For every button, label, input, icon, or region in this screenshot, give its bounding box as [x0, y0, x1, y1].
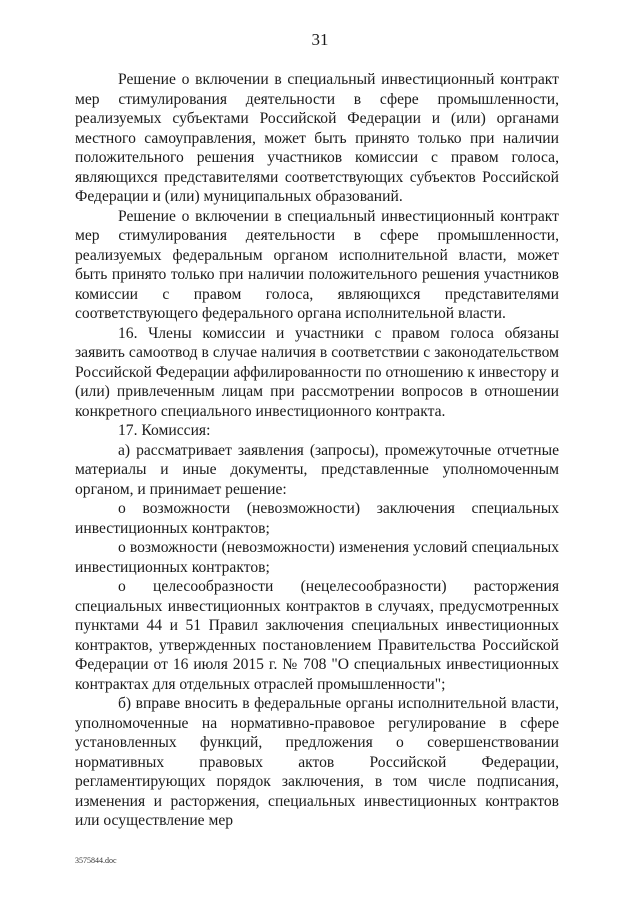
paragraph-regional-measures: Решение о включении в специальный инвестиционный контракт мер стимулирования деятельности в сфере промышленности, реализуемых субъектами Российской Федерации и (или) органами местного самоуправления, может быть принято только при наличии положительного решения участников комиссии с правом голоса, являющихся представителями соответствующих субъектов Российской Федерации и (или) муниципальных образований.	[75, 71, 559, 205]
paragraph-item-17-heading: 17. Комиссия:	[118, 422, 211, 439]
paragraph-federal-measures: Решение о включении в специальный инвестиционный контракт мер стимулирования деятельности в сфере промышленности, реализуемых федеральным органом исполнительной власти, может быть принято только при наличии положительного решения участников комиссии с правом голоса, являющихся представителями соответствующего федерального органа исполнительной власти.	[75, 207, 559, 322]
paragraph-item-17a: а) рассматривает заявления (запросы), промежуточные отчетные материалы и иные документы, представленные уполномоченным органом, и принимает решение:	[75, 441, 559, 498]
document-body	[75, 70, 559, 831]
page-number: 31	[311, 30, 329, 49]
paragraph-item-17b: б) вправе вносить в федеральные органы исполнительной власти, уполномоченные на нормативно-правовое регулирование в сфере установленных функций, предложения о совершенствовании нормативных правовых актов Российской Федерации, регламентирующих порядок заключения, в том числе подписания, изменения и расторжения, специальных инвестиционных контрактов или осуществление мер	[75, 695, 559, 829]
paragraph-item-16-recusal: 16. Члены комиссии и участники с правом голоса обязаны заявить самоотвод в случае наличия в соответствии с законодательством Российской Федерации аффилированности по отношению к инвестору и (или) привлеченным лицам при рассмотрении вопросов в отношении конкретного специального инвестиционного контракта.	[75, 324, 559, 420]
paragraph-amendment-possibility: о возможности (невозможности) изменения условий специальных инвестиционных контрактов;	[75, 539, 559, 576]
document-file-code: 3575844.doc	[75, 856, 117, 865]
paragraph-termination-expediency: о целесообразности (нецелесообразности) расторжения специальных инвестиционных контрактов в случаях, предусмотренных пунктами 44 и 51 Правил заключения специальных инвестиционных контрактов, утвержденных постановлением Правительства Российской Федерации от 16 июля 2015 г. № 708 "О специальных инвестиционных контрактах для отдельных отраслей промышленности";	[75, 578, 559, 693]
paragraph-conclusion-possibility: о возможности (невозможности) заключения специальных инвестиционных контрактов;	[75, 500, 559, 537]
